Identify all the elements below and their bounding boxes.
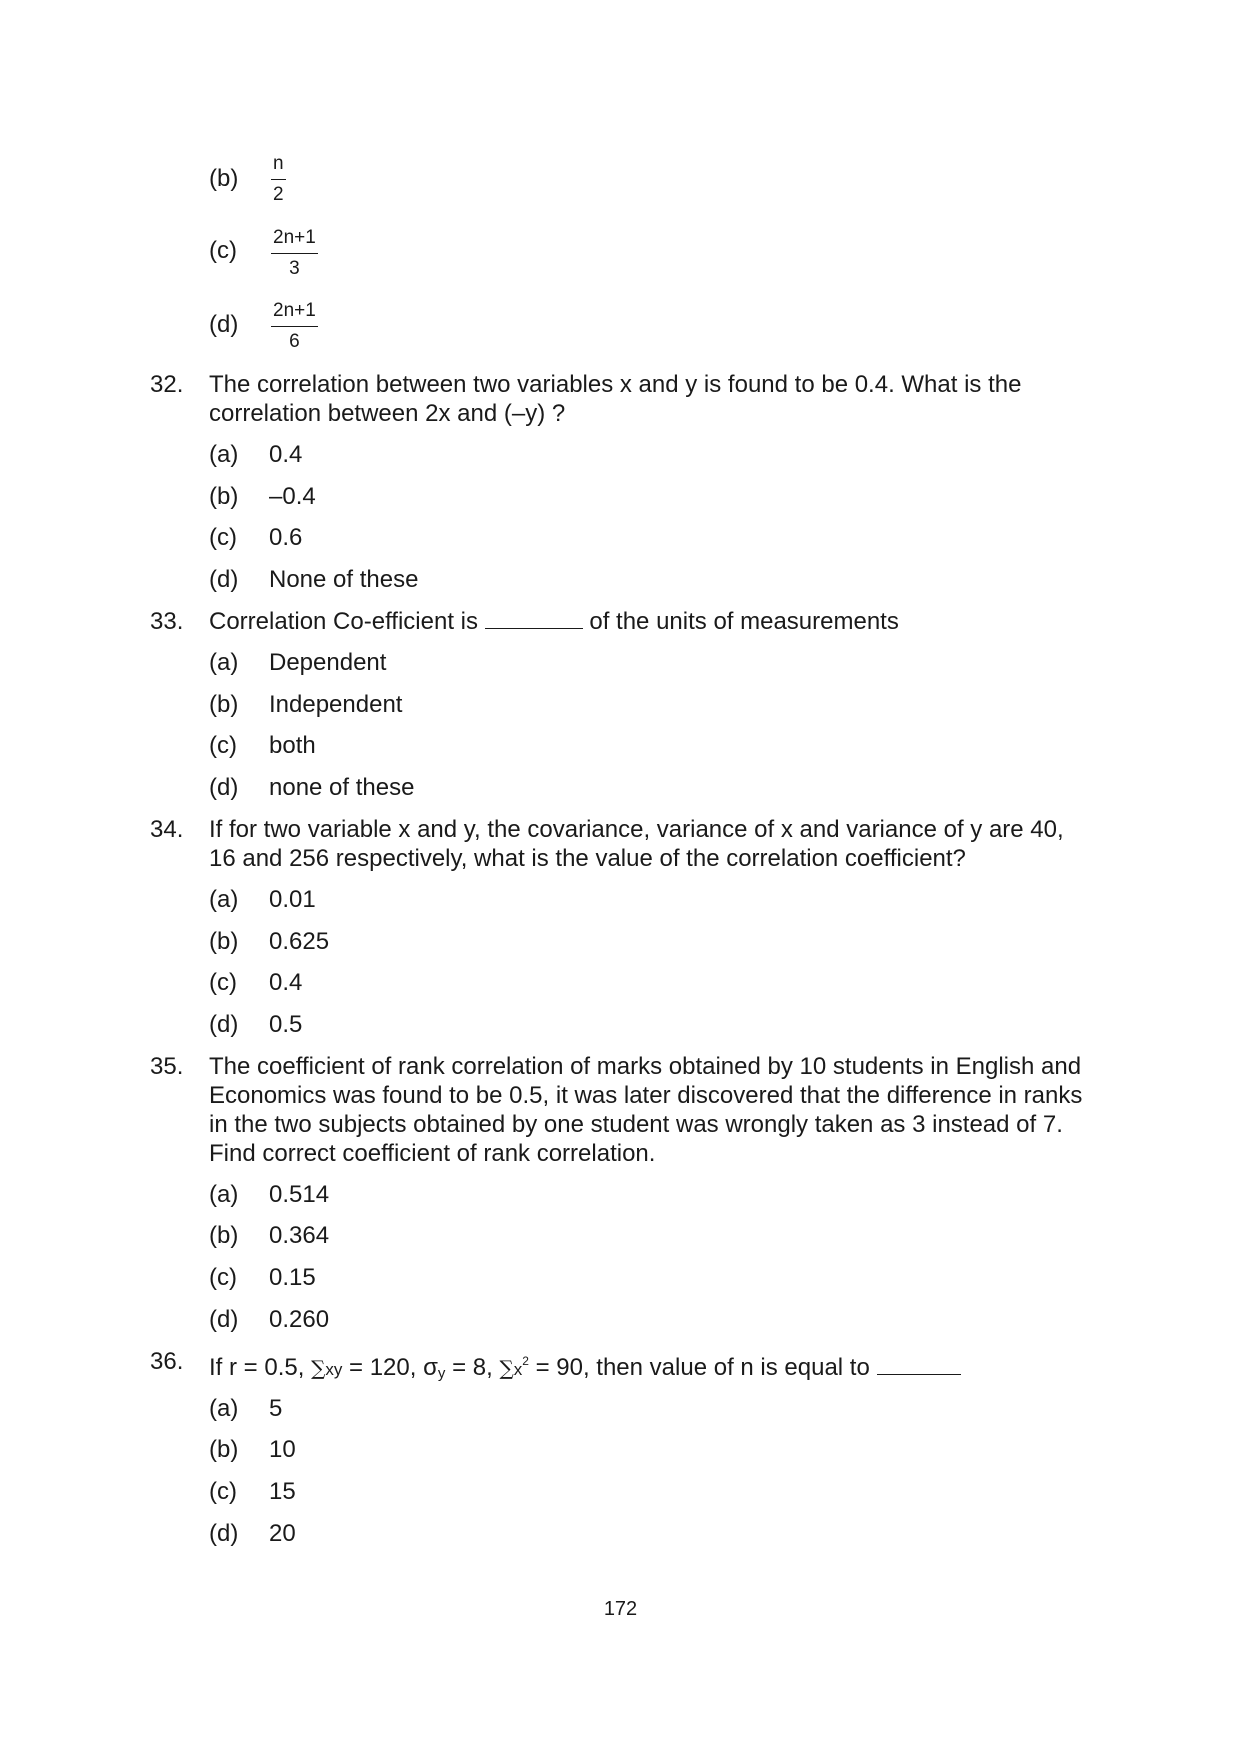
option-text: 20 — [269, 1520, 296, 1547]
option-label: (c) — [209, 732, 237, 759]
option-label: (c) — [209, 969, 237, 996]
question-text-part: If r = 0.5, — [209, 1354, 305, 1381]
question-number: 36. — [150, 1348, 184, 1375]
option-text: Independent — [269, 691, 403, 718]
option-label: (c) — [209, 1478, 237, 1505]
option-text: 0.6 — [269, 524, 303, 551]
option-text: 0.5 — [269, 1011, 303, 1038]
answer-blank — [485, 627, 583, 629]
option-label: (d) — [209, 311, 239, 338]
summation-symbol: ∑ — [499, 1356, 514, 1380]
option-label: (d) — [209, 1011, 239, 1038]
option-text: 0.4 — [269, 441, 303, 468]
question-text-part: = 120, σ — [349, 1354, 438, 1381]
page-number: 172 — [603, 1598, 638, 1620]
summation-argument: x — [513, 1360, 523, 1379]
fraction-numerator: 2n+1 — [271, 300, 318, 327]
fraction-denominator: 3 — [289, 258, 300, 279]
option-text: –0.4 — [269, 483, 316, 510]
option-label: (b) — [209, 1436, 239, 1463]
option-label: (c) — [209, 1264, 237, 1291]
question-text: The correlation between two variables x and y is found to be 0.4. What is the correlation between 2x and (–y) ? — [209, 371, 1022, 427]
option-label: (a) — [209, 1181, 239, 1208]
question-text-before: Correlation Co-efficient is — [209, 608, 479, 635]
option-text: both — [269, 732, 316, 759]
option-text: 15 — [269, 1478, 296, 1505]
fraction-denominator: 2 — [273, 184, 284, 205]
option-text: None of these — [269, 566, 419, 593]
fraction-denominator: 6 — [289, 331, 300, 352]
option-text: 0.514 — [269, 1181, 330, 1208]
summation-symbol: ∑ — [311, 1356, 326, 1380]
fraction-numerator: n — [271, 153, 286, 180]
superscript: 2 — [522, 1354, 529, 1368]
fraction-2n-plus-1-over-3 — [271, 227, 318, 280]
sigma-subscript: y — [437, 1365, 446, 1382]
question-number: 33. — [150, 608, 184, 635]
fraction-n-over-2 — [271, 153, 286, 206]
option-text: 10 — [269, 1436, 296, 1463]
option-label: (a) — [209, 649, 239, 676]
option-label: (b) — [209, 165, 239, 192]
question-text: If for two variable x and y, the covariance, variance of x and variance of y are 40, 16 and 256 respectively, what is the value of the correlation coefficient? — [209, 816, 1064, 872]
option-text: 0.01 — [269, 886, 316, 913]
option-label: (b) — [209, 691, 239, 718]
question-text — [209, 1347, 961, 1388]
option-text: 0.260 — [269, 1306, 330, 1333]
question-text — [209, 607, 899, 636]
option-text: 0.625 — [269, 928, 330, 955]
option-label: (c) — [209, 524, 237, 551]
question-text-part: = 8, — [452, 1354, 493, 1381]
question-text-after: of the units of measurements — [589, 608, 899, 635]
summation-argument: xy — [325, 1360, 343, 1379]
option-text: 0.364 — [269, 1222, 330, 1249]
question-number: 34. — [150, 816, 184, 843]
question-number: 35. — [150, 1053, 184, 1080]
option-label: (a) — [209, 1395, 239, 1422]
option-label: (b) — [209, 928, 239, 955]
option-label: (d) — [209, 1306, 239, 1333]
option-label: (b) — [209, 483, 239, 510]
question-text: The coefficient of rank correlation of marks obtained by 10 students in English and Economics was found to be 0.5, it was later discovered that the difference in ranks in the two subjects obtained by one student was wrongly taken as 3 instead of 7. Find correct coefficient of rank correlation. — [209, 1053, 1083, 1167]
option-label: (b) — [209, 1222, 239, 1249]
option-text: 5 — [269, 1395, 283, 1422]
option-label: (c) — [209, 237, 237, 264]
option-text: Dependent — [269, 649, 387, 676]
option-label: (d) — [209, 566, 239, 593]
option-label: (a) — [209, 441, 239, 468]
question-text-part: = 90, then value of n is equal to — [535, 1354, 870, 1381]
fraction-numerator: 2n+1 — [271, 227, 318, 254]
answer-blank — [877, 1373, 961, 1375]
option-text: 0.4 — [269, 969, 303, 996]
option-label: (d) — [209, 1520, 239, 1547]
option-label: (a) — [209, 886, 239, 913]
question-number: 32. — [150, 371, 184, 398]
option-text: 0.15 — [269, 1264, 316, 1291]
option-label: (d) — [209, 774, 239, 801]
fraction-2n-plus-1-over-6 — [271, 300, 318, 353]
option-text: none of these — [269, 774, 415, 801]
